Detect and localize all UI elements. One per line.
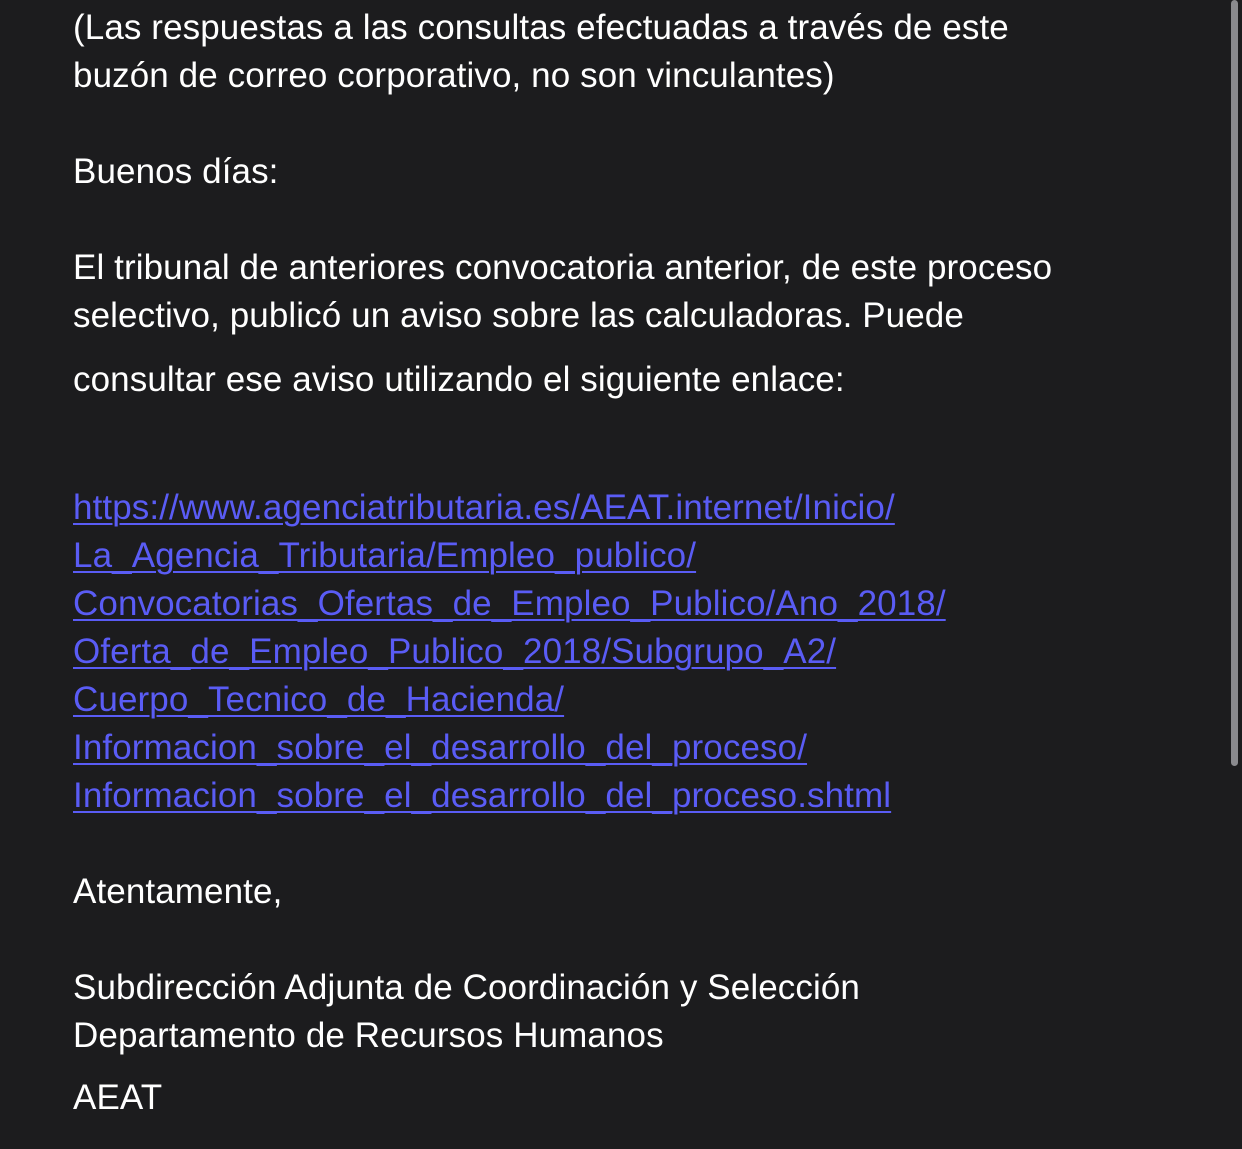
body-line-3: consultar ese aviso utilizando el siguiente enlace: <box>73 360 845 399</box>
disclaimer-line-1: (Las respuestas a las consultas efectuadas a través de este <box>73 8 1009 47</box>
scrollbar-thumb[interactable] <box>1231 0 1238 766</box>
link-line-1[interactable]: https://www.agenciatributaria.es/AEAT.internet/Inicio/ <box>73 488 895 527</box>
link-line-5[interactable]: Cuerpo_Tecnico_de_Hacienda/ <box>73 680 565 719</box>
link-line-7[interactable]: Informacion_sobre_el_desarrollo_del_proceso.shtml <box>73 776 892 815</box>
link-line-3[interactable]: Convocatorias_Ofertas_de_Empleo_Publico/Ano_2018/ <box>73 584 946 623</box>
body-line-2: selectivo, publicó un aviso sobre las calculadoras. Puede <box>73 296 964 335</box>
signature-line-1: Subdirección Adjunta de Coordinación y Selección <box>73 968 860 1007</box>
link-line-4[interactable]: Oferta_de_Empleo_Publico_2018/Subgrupo_A2/ <box>73 632 837 671</box>
link-line-6[interactable]: Informacion_sobre_el_desarrollo_del_proceso/ <box>73 728 808 767</box>
scrollbar[interactable] <box>1228 0 1242 1149</box>
link-line-2[interactable]: La_Agencia_Tributaria/Empleo_publico/ <box>73 536 697 575</box>
signature-line-2: Departamento de Recursos Humanos <box>73 1016 664 1055</box>
body-line-1: El tribunal de anteriores convocatoria anterior, de este proceso <box>73 248 1053 287</box>
signature-line-3: AEAT <box>73 1078 163 1117</box>
closing: Atentamente, <box>73 872 283 911</box>
disclaimer-line-2: buzón de correo corporativo, no son vinculantes) <box>73 56 835 95</box>
greeting: Buenos días: <box>73 152 279 191</box>
